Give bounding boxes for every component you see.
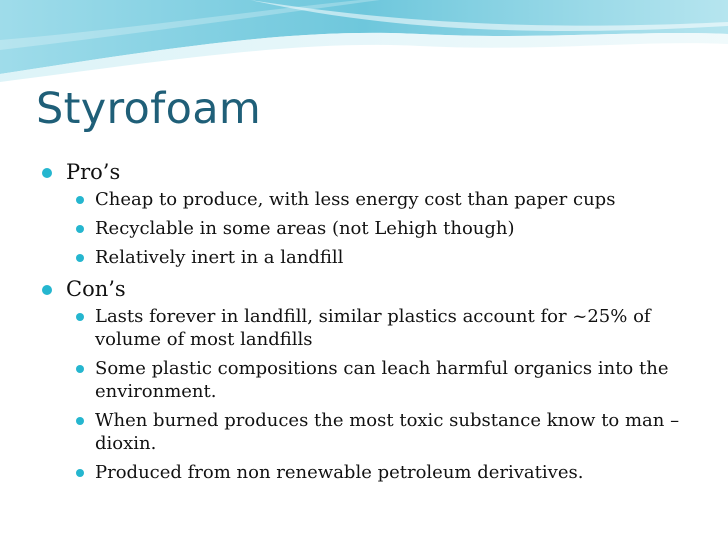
pros-item-text: Relatively inert in a landfill xyxy=(95,247,344,268)
bullet-list xyxy=(42,158,702,490)
pros-heading xyxy=(42,158,702,186)
pros-heading-text: Pro’s xyxy=(66,160,121,184)
circle-bullet-icon xyxy=(76,365,84,373)
circle-bullet-icon xyxy=(76,417,84,425)
circle-bullet-icon xyxy=(76,313,84,321)
slide-title: Styrofoam xyxy=(36,84,262,134)
circle-bullet-icon xyxy=(42,285,52,295)
cons-item-text: When burned produces the most toxic substance know to man – dioxin. xyxy=(95,410,680,454)
cons-section xyxy=(42,275,702,484)
circle-bullet-icon xyxy=(76,196,84,204)
pros-section xyxy=(42,158,702,269)
pros-item-3 xyxy=(42,246,702,269)
header-wave-decoration xyxy=(0,0,728,90)
cons-item-2 xyxy=(42,357,702,403)
circle-bullet-icon xyxy=(76,469,84,477)
circle-bullet-icon xyxy=(76,225,84,233)
cons-heading-text: Con’s xyxy=(66,277,126,301)
cons-item-text: Lasts forever in landfill, similar plastics account for ~25% of volume of most landfills xyxy=(95,306,651,350)
cons-item-3 xyxy=(42,409,702,455)
cons-item-text: Some plastic compositions can leach harmful organics into the environment. xyxy=(95,358,669,402)
pros-item-1 xyxy=(42,188,702,211)
circle-bullet-icon xyxy=(76,254,84,262)
pros-item-text: Recyclable in some areas (not Lehigh though) xyxy=(95,218,515,239)
cons-heading xyxy=(42,275,702,303)
cons-item-text: Produced from non renewable petroleum derivatives. xyxy=(95,462,584,483)
cons-item-1 xyxy=(42,305,702,351)
pros-item-2 xyxy=(42,217,702,240)
circle-bullet-icon xyxy=(42,168,52,178)
cons-item-4 xyxy=(42,461,702,484)
pros-item-text: Cheap to produce, with less energy cost than paper cups xyxy=(95,189,616,210)
